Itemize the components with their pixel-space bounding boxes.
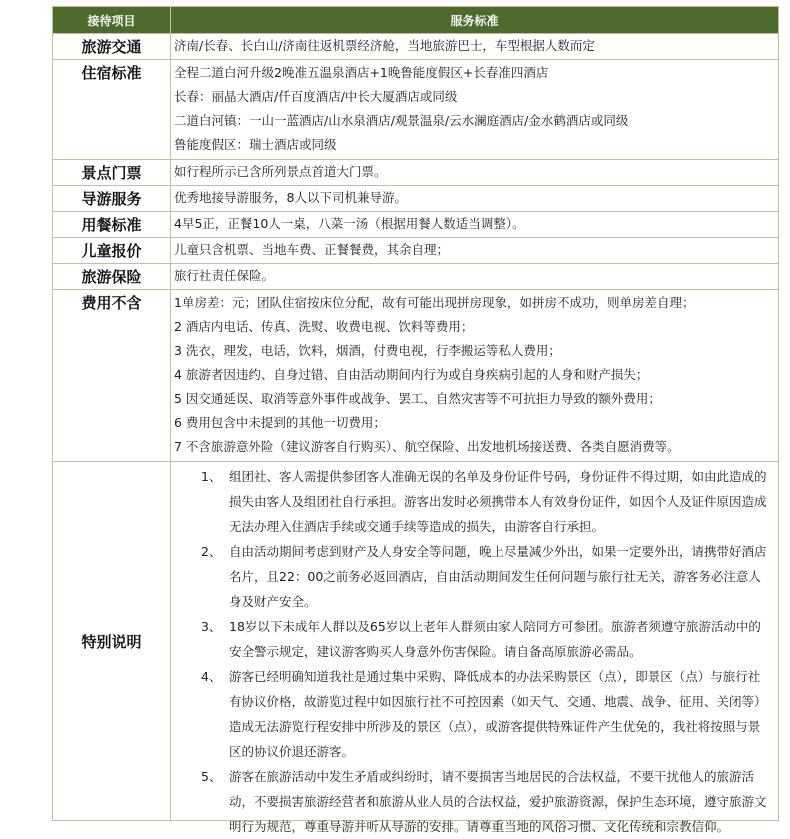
note-text: 游客已经明确知道我社是通过集中采购、降低成本的办法采购景区（点），即景区（点）与旅行社有协议价格，故游览过程中如因旅行社不可控因素（如天气、交通、地震、战争、征用、关闭等）造成无法游览行程安排中所涉及的景区（点），或游客提供特殊证件产生优免的，我社将按照与景区的协议价退还游客。	[229, 669, 767, 759]
row-value	[171, 160, 779, 186]
value-line: 如行程所示已含所列景点首道大门票。	[174, 164, 387, 179]
value-line: 1单房差：元；团队住宿按床位分配，故有可能出现拼房现象，如拼房不成功，则单房差自理；	[174, 295, 695, 310]
row-key: 景点门票	[53, 160, 171, 186]
row-key: 用餐标准	[53, 212, 171, 238]
note-item	[193, 664, 768, 764]
note-number: 5、	[201, 769, 222, 784]
table-row	[53, 60, 779, 160]
row-key: 旅游交通	[53, 34, 171, 60]
value-line: 长春：丽晶大酒店/仟百度酒店/中长大厦酒店或同级	[174, 89, 458, 104]
note-number: 1、	[201, 469, 222, 484]
note-text: 18岁以下未成年人群以及65岁以上老年人群须由家人陪同方可参团。旅游者须遵守旅游活动中的安全警示规定，建议游客购买人身意外伤害保险。请自备高原旅游必需品。	[229, 619, 761, 659]
value-line: 4 旅游者因违约、自身过错、自由活动期间内行为或自身疾病引起的人身和财产损失；	[174, 367, 649, 382]
table-row	[53, 186, 779, 212]
note-item	[193, 464, 768, 539]
table-body	[53, 34, 779, 834]
service-table	[52, 6, 779, 834]
row-key-special: 特别说明	[53, 462, 171, 821]
value-line: 旅行社责任保险。	[174, 268, 275, 283]
value-line: 济南/长春、长白山/济南往返机票经济舱，当地旅游巴士，车型根据人数而定	[174, 38, 595, 53]
row-value	[171, 264, 779, 290]
value-line: 4早5正，正餐10人一桌，八菜一汤（根据用餐人数适当调整）。	[174, 216, 525, 231]
page	[0, 6, 790, 834]
row-key: 导游服务	[53, 186, 171, 212]
note-item	[193, 614, 768, 664]
header-item: 接待项目	[53, 7, 171, 34]
row-key: 儿童报价	[53, 238, 171, 264]
value-line: 二道白河镇：一山一蓝酒店/山水泉酒店/观景温泉/云水澜庭酒店/金水鹤酒店或同级	[174, 113, 629, 128]
note-number: 3、	[201, 619, 222, 634]
row-value	[171, 212, 779, 238]
row-key: 住宿标准	[53, 60, 171, 160]
table-row	[53, 160, 779, 186]
header-standard: 服务标准	[171, 7, 779, 34]
note-number: 2、	[201, 544, 222, 559]
row-value	[171, 290, 779, 462]
table-row-special	[53, 462, 779, 821]
value-line: 7 不含旅游意外险（建议游客自行购买）、航空保险、出发地机场接送费、各类自愿消费等。	[174, 439, 680, 454]
special-notes	[171, 462, 778, 834]
value-line: 全程二道白河升级2晚准五温泉酒店+1晚鲁能度假区+长春准四酒店	[174, 65, 549, 80]
row-value	[171, 34, 779, 60]
note-number: 4、	[201, 669, 222, 684]
table-row	[53, 238, 779, 264]
value-line: 鲁能度假区：瑞士酒店或同级	[174, 137, 337, 152]
row-value-special	[171, 462, 779, 834]
row-key: 旅游保险	[53, 264, 171, 290]
note-item	[193, 539, 768, 614]
table-row	[53, 290, 779, 462]
row-key: 费用不含	[53, 290, 171, 462]
value-line: 儿童只含机票、当地车费、正餐餐费，其余自理；	[174, 242, 450, 257]
value-line: 6 费用包含中未提到的其他一切费用；	[174, 415, 386, 430]
note-item	[193, 764, 768, 839]
value-line: 优秀地接导游服务，8人以下司机兼导游。	[174, 190, 407, 205]
table-row	[53, 212, 779, 238]
note-text: 自由活动期间考虑到财产及人身安全等问题，晚上尽量减少外出，如果一定要外出，请携带好酒店名片，且22：00之前务必返回酒店，自由活动期间发生任何问题与旅行社无关，游客务必注意人身及财产安全。	[229, 544, 767, 609]
table-row	[53, 34, 779, 60]
value-line: 3 洗衣，理发，电话，饮料，烟酒，付费电视，行李搬运等私人费用；	[174, 343, 561, 358]
row-value	[171, 186, 779, 212]
table-header-row	[53, 7, 779, 34]
row-value	[171, 60, 779, 160]
value-line: 2 酒店内电话、传真、洗熨、收费电视、饮料等费用；	[174, 319, 474, 334]
table-row	[53, 264, 779, 290]
value-line: 5 因交通延误、取消等意外事件或战争、罢工、自然灾害等不可抗拒力导致的额外费用；	[174, 391, 661, 406]
note-text: 组团社、客人需提供参团客人准确无误的名单及身份证件号码，身份证件不得过期，如由此造成的损失由客人及组团社自行承担。游客出发时必须携带本人有效身份证件，如因个人及证件原因造成无法办理入住酒店手续或交通手续等造成的损失，由游客自行承担。	[229, 469, 767, 534]
note-text: 游客在旅游活动中发生矛盾或纠纷时，请不要损害当地居民的合法权益，不要干扰他人的旅游活动，不要损害旅游经营者和旅游从业人员的合法权益，爱护旅游资源，保护生态环境，遵守旅游文明行为规范，尊重导游并听从导游的安排。请尊重当地的风俗习惯、文化传统和宗教信仰。	[229, 769, 767, 834]
row-value	[171, 238, 779, 264]
